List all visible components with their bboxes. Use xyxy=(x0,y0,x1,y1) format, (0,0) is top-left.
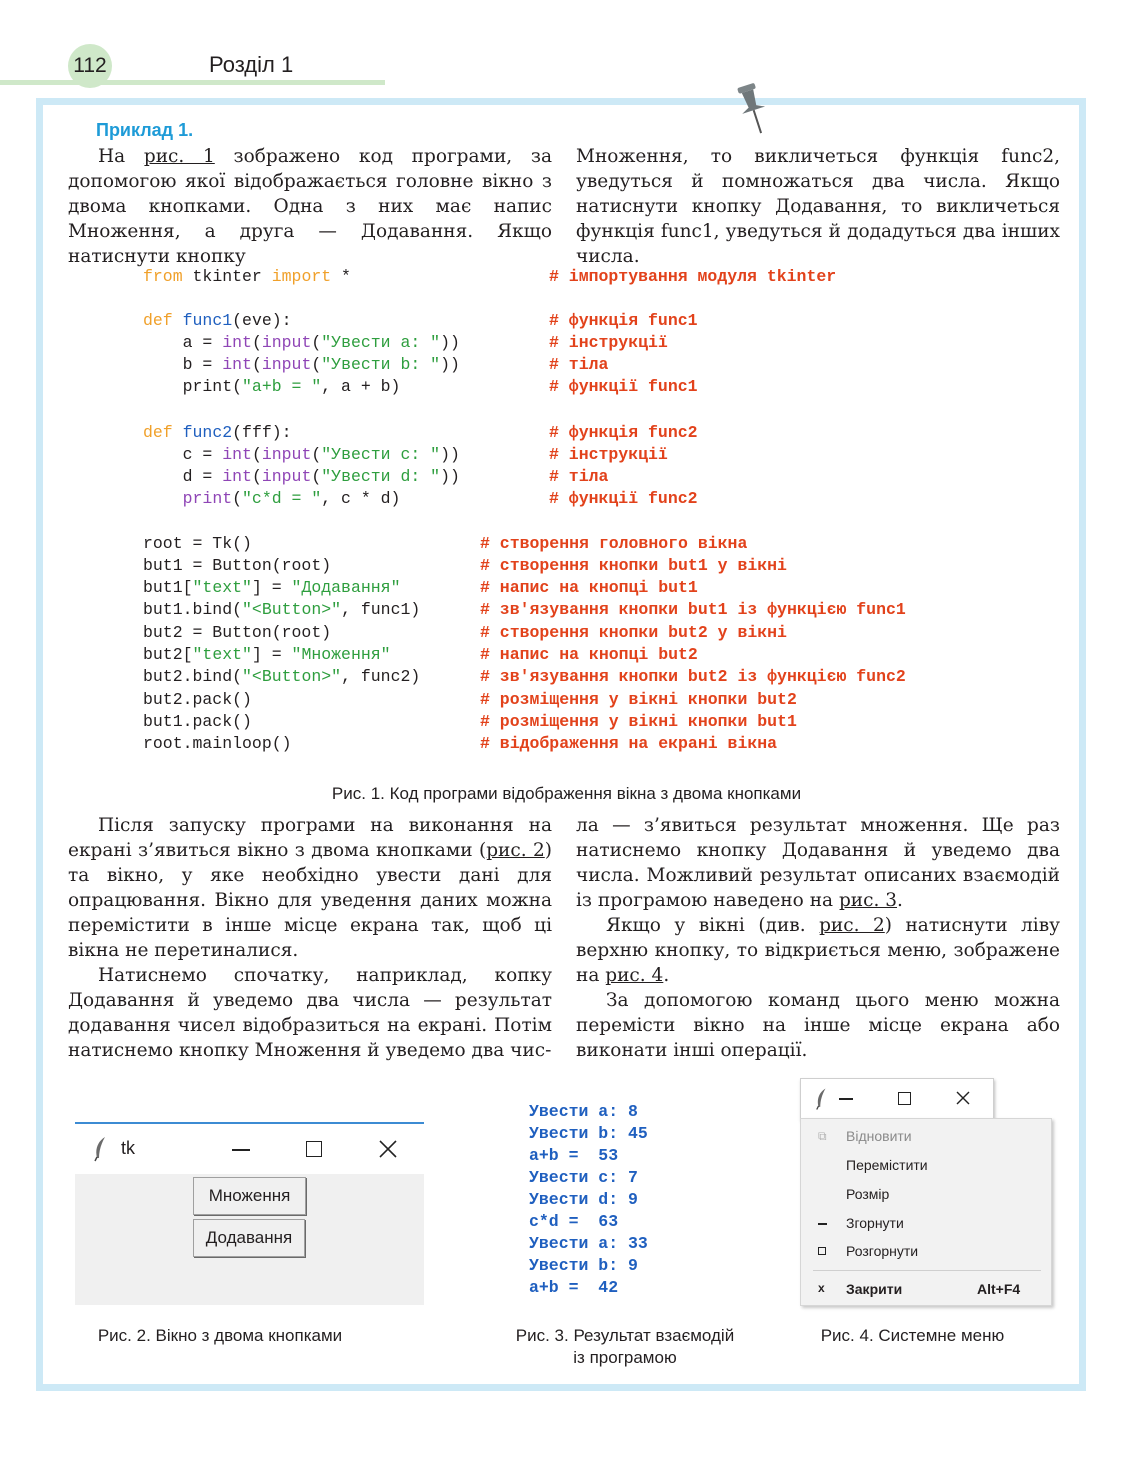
code-line: def func1(eve): xyxy=(143,311,292,330)
console-line: Увести a: 33 xyxy=(529,1234,648,1253)
code-comment: # створення кнопки but1 у вікні xyxy=(480,556,787,575)
feather-icon[interactable] xyxy=(815,1087,829,1111)
body-left-column: Після запуску програми на виконання на екрані з’явиться вікно з двома кнопками (рис. 2) та вікно, у яке необхідно увести дані для опрацювання. Вікно для уведення даних можна перемістити в інше місце екрана так, щоб ці вікна не перетиналися. Натиснемо спочатку, наприклад, копку Додавання й уведемо два числа — результат додавання чисел відобразиться на екрані. Потім натиснемо кнопку Множення й уведемо два чис- xyxy=(68,815,552,1061)
fig3-link[interactable]: рис. 3 xyxy=(838,890,898,911)
fig3-caption: Рис. 3. Результат взаємодій із програмою xyxy=(515,1326,735,1367)
add-button[interactable]: Додавання xyxy=(193,1219,305,1257)
menu-item-close[interactable]: Закрити xyxy=(846,1281,903,1297)
code-line: a = int(input("Увести a: ")) xyxy=(143,333,460,352)
code-line: but2["text"] = "Множення" xyxy=(143,645,391,664)
maximize-icon[interactable] xyxy=(898,1092,911,1105)
window-client-area xyxy=(75,1174,424,1305)
code-comment: # напис на кнопці but2 xyxy=(480,645,698,664)
fig2-caption: Рис. 2. Вікно з двома кнопками xyxy=(97,1326,343,1345)
code-line: but2 = Button(root) xyxy=(143,623,332,642)
fig2-link[interactable]: рис. 2 xyxy=(819,915,885,936)
code-line: c = int(input("Увести c: ")) xyxy=(143,445,460,464)
minimize-icon[interactable] xyxy=(839,1098,853,1100)
code-line: but2.bind("<Button>", func2) xyxy=(143,667,421,686)
close-icon: x xyxy=(818,1281,825,1295)
tk-window xyxy=(75,1122,424,1305)
intro-left-column: На рис. 1 зображено код програми, за допомогою якої відображається головне вікно з двома кнопками. Одна з них має напис Множення, а друга — Додавання. Якщо натиснути кнопку xyxy=(68,146,552,267)
pushpin-icon xyxy=(732,80,776,136)
fig4-caption: Рис. 4. Системне меню xyxy=(820,1326,1005,1345)
code-line: from tkinter import * xyxy=(143,267,351,286)
maximize-icon xyxy=(818,1247,826,1255)
code-line: but1 = Button(root) xyxy=(143,556,332,575)
menu-item-maximize[interactable]: Розгорнути xyxy=(846,1243,919,1259)
maximize-icon[interactable] xyxy=(306,1141,322,1157)
code-comment: # зв'язування кнопки but2 із функцією func2 xyxy=(480,667,906,686)
menu-item-restore[interactable]: Відновити xyxy=(846,1128,912,1144)
console-line: Увести c: 7 xyxy=(529,1168,638,1187)
page-number: 112 xyxy=(68,44,112,88)
code-line: b = int(input("Увести b: ")) xyxy=(143,355,460,374)
menu-item-move[interactable]: Перемістити xyxy=(846,1157,928,1173)
menu-item-size[interactable]: Розмір xyxy=(846,1186,890,1202)
header-rule xyxy=(0,80,385,85)
code-comment: # функції func2 xyxy=(549,489,698,508)
restore-icon: ⧉ xyxy=(818,1129,827,1143)
system-menu xyxy=(800,1118,1052,1306)
code-line: root.mainloop() xyxy=(143,734,292,753)
code-line: but1.bind("<Button>", func1) xyxy=(143,600,421,619)
console-line: Увести a: 8 xyxy=(529,1102,638,1121)
fig2-link[interactable]: рис. 2 xyxy=(486,840,545,861)
minimize-icon[interactable] xyxy=(232,1149,250,1151)
example-title: Приклад 1. xyxy=(96,120,194,140)
code-comment: # зв'язування кнопки but1 із функцією func1 xyxy=(480,600,906,619)
code-comment: # інструкції xyxy=(549,333,668,352)
close-shortcut: Alt+F4 xyxy=(977,1281,1021,1297)
console-line: Увести b: 9 xyxy=(529,1256,638,1275)
window-titlebar[interactable] xyxy=(800,1078,994,1120)
feather-icon[interactable] xyxy=(93,1136,109,1162)
intro-right-column: Множення, то викличеться функція func2, уведуться й помножаться два числа. Якщо натиснути кнопку Додавання, то викличеться функція func1, уведуться й додадуться два інших числа. xyxy=(576,146,1060,267)
console-output xyxy=(529,1101,648,1299)
code-comment: # інструкції xyxy=(549,445,668,464)
fig4-link[interactable]: рис. 4 xyxy=(605,965,664,986)
section-title: Розділ 1 xyxy=(209,52,294,77)
code-comment: # відображення на екрані вікна xyxy=(480,734,778,753)
code-line: root = Tk() xyxy=(143,534,252,553)
console-line: a+b = 53 xyxy=(529,1146,619,1165)
code-comment: # напис на кнопці but1 xyxy=(480,578,698,597)
code-comment: # розміщення у вікні кнопки but2 xyxy=(480,690,797,709)
menu-separator xyxy=(813,1270,1041,1271)
code-line: print("c*d = ", c * d) xyxy=(182,489,401,508)
code-comment: # розміщення у вікні кнопки but1 xyxy=(480,712,797,731)
code-line: but2.pack() xyxy=(143,690,252,709)
close-icon[interactable] xyxy=(956,1091,970,1105)
menu-item-minimize[interactable]: Згорнути xyxy=(846,1215,904,1231)
console-line: Увести b: 45 xyxy=(529,1124,648,1143)
code-comment: # створення кнопки but2 у вікні xyxy=(480,623,787,642)
code-comment: # імпортування модуля tkinter xyxy=(549,267,837,286)
code-comment: # створення головного вікна xyxy=(480,534,748,553)
code-line: but1.pack() xyxy=(143,712,252,731)
code-line: but1["text"] = "Додавання" xyxy=(143,578,401,597)
console-line: c*d = 63 xyxy=(529,1212,619,1231)
fig1-caption: Рис. 1. Код програми відображення вікна з двома кнопками xyxy=(331,784,802,803)
window-titlebar[interactable] xyxy=(75,1124,424,1174)
code-comment: # тіла xyxy=(549,467,609,486)
body-right-column: ла — з’явиться результат множення. Ще раз натиснемо кнопку Додавання й уведемо два числа. Можливий результат описаних взаємодій із програмою наведено на рис. 3. Якщо у вікні (див. рис. 2) натиснути ліву верхню кнопку, то відкриється меню, зображене на рис. 4. За допомогою команд цього меню можна перемісти вікно на інше місце екрана або виконати інші операції. xyxy=(576,815,1061,1061)
code-line: def func2(fff): xyxy=(143,423,292,442)
close-icon[interactable] xyxy=(379,1140,397,1158)
code-comment: # тіла xyxy=(549,355,609,374)
console-line: a+b = 42 xyxy=(529,1278,619,1297)
code-line: print("a+b = ", a + b) xyxy=(143,377,401,396)
code-line: d = int(input("Увести d: ")) xyxy=(143,467,460,486)
multiply-button[interactable]: Множення xyxy=(193,1177,306,1215)
fig1-link[interactable]: рис. 1 xyxy=(143,146,215,167)
console-line: Увести d: 9 xyxy=(529,1190,638,1209)
code-comment: # функція func1 xyxy=(549,311,698,330)
minimize-icon xyxy=(818,1223,827,1225)
code-comment: # функції func1 xyxy=(549,377,698,396)
code-comment: # функція func2 xyxy=(549,423,698,442)
window-title: tk xyxy=(121,1138,136,1158)
